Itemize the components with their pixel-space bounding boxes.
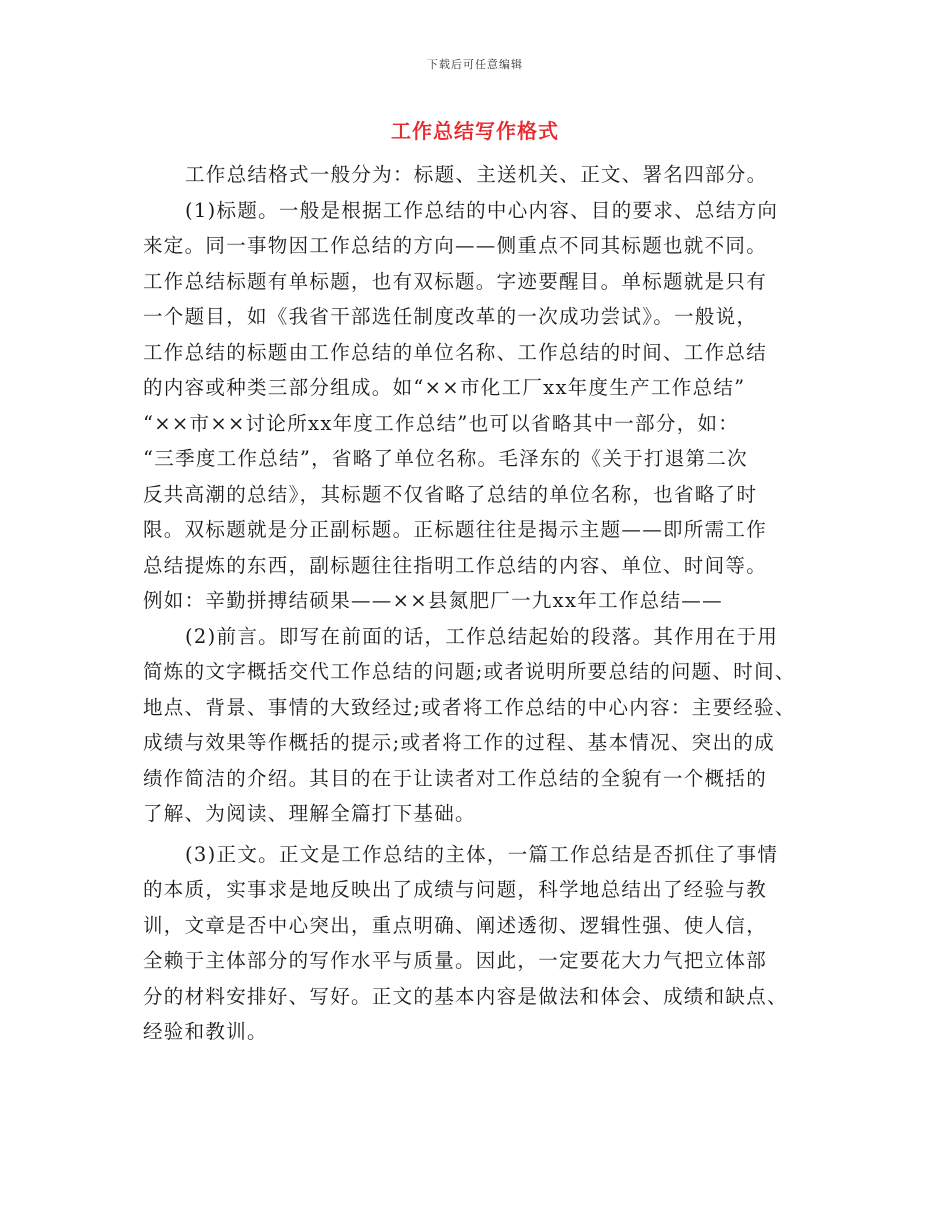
text-line: 限。双标题就是分正副标题。正标题往往是揭示主题——即所需工作 bbox=[143, 518, 768, 541]
text-line: 一个题目，如《我省干部选任制度改革的一次成功尝试》。一般说， bbox=[143, 305, 758, 328]
text-line: 绩作简洁的介绍。其目的在于让读者对工作总结的全貌有一个概括的 bbox=[143, 766, 768, 790]
text-line: 例如：辛勤拼搏结硕果——××县氮肥厂一九xx年工作总结—— bbox=[143, 589, 723, 612]
text-line: 了解、为阅读、理解全篇打下基础。 bbox=[143, 802, 476, 825]
paragraph-title-section bbox=[143, 193, 823, 619]
text-line: 成绩与效果等作概括的提示;或者将工作的过程、基本情况、突出的成 bbox=[143, 731, 775, 754]
text-line: (1)标题。一般是根据工作总结的中心内容、目的要求、总结方向 bbox=[185, 198, 779, 222]
paragraph-intro bbox=[143, 157, 823, 193]
document-title: 工作总结写作格式 bbox=[391, 119, 559, 143]
text-line: (3)正文。正文是工作总结的主体，一篇工作总结是否抓住了事情 bbox=[185, 842, 779, 866]
text-line: 工作总结标题有单标题，也有双标题。字迹要醒目。单标题就是只有 bbox=[143, 269, 768, 293]
text-line: “××市××讨论所xx年度工作总结”也可以省略其中一部分，如： bbox=[143, 411, 740, 435]
text-line: 总结提炼的东西，副标题往往指明工作总结的内容、单位、时间等。 bbox=[143, 553, 768, 577]
paragraph-preface-section bbox=[143, 619, 823, 832]
text-line: “三季度工作总结”，省略了单位名称。毛泽东的《关于打退第二次 bbox=[143, 447, 748, 470]
text-line: 的本质，实事求是地反映出了成绩与问题，科学地总结出了经验与教 bbox=[143, 878, 768, 901]
text-line: 工作总结的标题由工作总结的单位名称、工作总结的时间、工作总结 bbox=[143, 340, 768, 364]
text-line: 经验和教训。 bbox=[143, 1020, 268, 1043]
text-line: 简炼的文字概括交代工作总结的问题;或者说明所要总结的问题、时间、 bbox=[143, 660, 796, 683]
text-line: 反共高潮的总结》，其标题不仅省略了总结的单位名称，也省略了时 bbox=[143, 482, 758, 506]
text-line: 训，文章是否中心突出，重点明确、阐述透彻、逻辑性强、使人信， bbox=[143, 913, 768, 937]
text-line: 地点、背景、事情的大致经过;或者将工作总结的中心内容：主要经验、 bbox=[143, 695, 796, 719]
text-line: 工作总结格式一般分为：标题、主送机关、正文、署名四部分。 bbox=[185, 163, 768, 186]
document-body bbox=[143, 157, 823, 1050]
text-line: (2)前言。即写在前面的话，工作总结起始的段落。其作用在于用 bbox=[185, 624, 779, 648]
paragraph-main-text-section bbox=[143, 837, 823, 1050]
text-line: 分的材料安排好、写好。正文的基本内容是做法和体会、成绩和缺点、 bbox=[143, 984, 788, 1008]
text-line: 全赖于主体部分的写作水平与质量。因此，一定要花大力气把立体部 bbox=[143, 949, 768, 972]
header-note: 下载后可任意编辑 bbox=[427, 58, 523, 71]
text-line: 来定。同一事物因工作总结的方向——侧重点不同其标题也就不同。 bbox=[143, 234, 768, 257]
text-line: 的内容或种类三部分组成。如“××市化工厂xx年度生产工作总结” bbox=[143, 376, 746, 399]
